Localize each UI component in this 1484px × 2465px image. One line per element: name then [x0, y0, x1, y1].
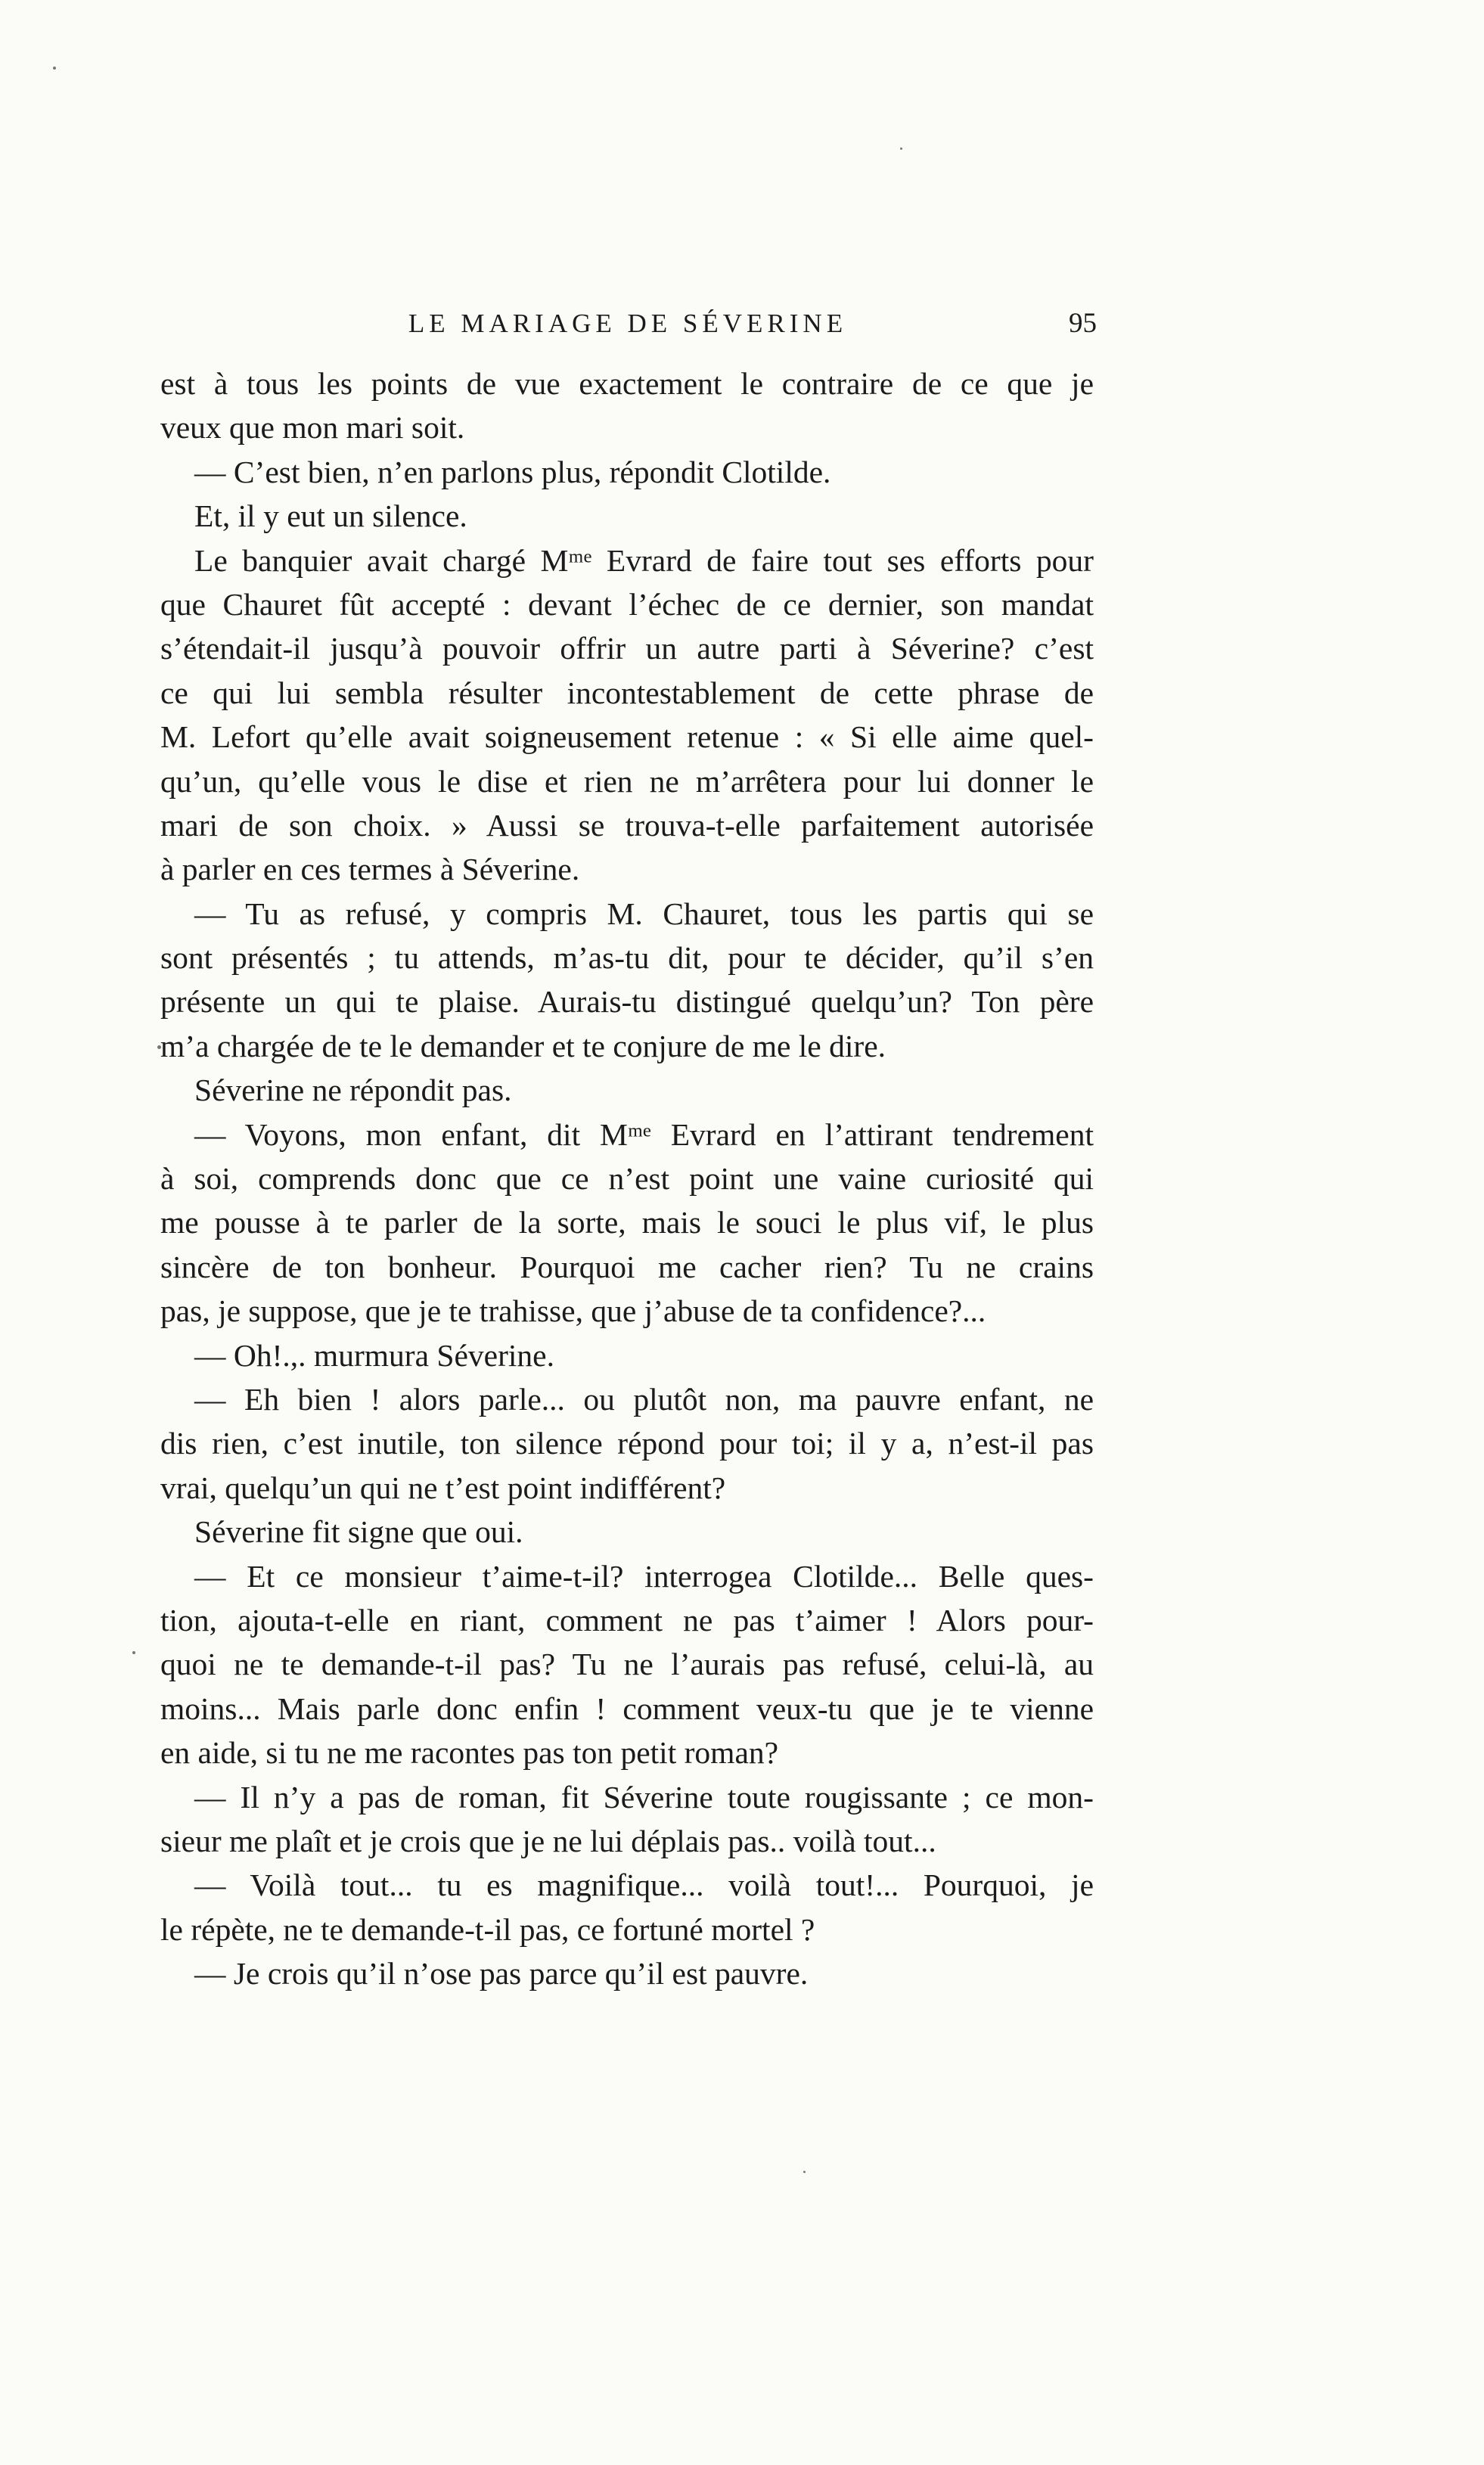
text-line: sincère de ton bonheur. Pourquoi me cacher rien? Tu ne crains — [160, 1249, 1094, 1284]
text-line: quoi ne te demande-t-il pas? Tu ne l’aurais pas refusé, celui-là, au — [160, 1647, 1094, 1682]
page-number: 95 — [1069, 308, 1097, 339]
text-line: pas, je suppose, que je te trahisse, que j’abuse de ta confidence?... — [160, 1293, 986, 1329]
text-line: vrai, quelqu’un qui ne t’est point indifférent? — [160, 1470, 726, 1505]
text-line: me pousse à te parler de la sorte, mais le souci le plus vif, le plus — [160, 1205, 1094, 1240]
text-line: M. Lefort qu’elle avait soigneusement retenue : « Si elle aime quel- — [160, 719, 1094, 755]
text-line: m’a chargée de te le demander et te conjure de me le dire. — [160, 1028, 886, 1063]
text-line: — Oh!.,. murmura Séverine. — [194, 1337, 554, 1373]
text-line: Le banquier avait chargé Mᵐᵉ Evrard de faire tout ses efforts pour — [194, 542, 1094, 578]
text-line: mari de son choix. » Aussi se trouva-t-elle parfaitement autorisée — [160, 807, 1094, 843]
text-line: Et, il y eut un silence. — [194, 498, 467, 534]
text-line: présente un qui te plaise. Aurais-tu distingué quelqu’un? Ton père — [160, 984, 1094, 1020]
text-line: — Tu as refusé, y compris M. Chauret, tous les partis qui se — [194, 896, 1094, 931]
text-line: qu’un, qu’elle vous le dise et rien ne m’arrêtera pour lui donner le — [160, 763, 1094, 799]
text-line: — Et ce monsieur t’aime-t-il? interrogea Clotilde... Belle ques- — [194, 1558, 1094, 1594]
body-text — [160, 362, 1094, 1995]
text-line: veux que mon mari soit. — [160, 410, 465, 446]
text-line: — Voilà tout... tu es magnifique... voilà tout!... Pourquoi, je — [194, 1867, 1094, 1903]
text-line: — Voyons, mon enfant, dit Mᵐᵉ Evrard en l’attirant tendrement — [194, 1116, 1094, 1152]
text-line: ce qui lui sembla résulter incontestablement de cette phrase de — [160, 675, 1094, 710]
text-line: dis rien, c’est inutile, ton silence répond pour toi; il y a, n’est-il pas — [160, 1426, 1094, 1461]
text-line: le répète, ne te demande-t-il pas, ce fortuné mortel ? — [160, 1911, 815, 1947]
text-line: moins... Mais parle donc enfin ! comment veux-tu que je te vienne — [160, 1690, 1094, 1726]
text-line: tion, ajouta-t-elle en riant, comment ne pas t’aimer ! Alors pour- — [160, 1602, 1094, 1638]
text-line: sont présentés ; tu attends, m’as-tu dit, pour te décider, qu’il s’en — [160, 940, 1094, 976]
text-line: à parler en ces termes à Séverine. — [160, 852, 580, 887]
text-line: — Eh bien ! alors parle... ou plutôt non, ma pauvre enfant, ne — [194, 1381, 1094, 1417]
text-line: — Je crois qu’il n’ose pas parce qu’il est pauvre. — [194, 1956, 809, 1992]
text-line: à soi, comprends donc que ce n’est point une vaine curiosité qui — [160, 1161, 1094, 1197]
text-line: — C’est bien, n’en parlons plus, répondit Clotilde. — [194, 454, 831, 489]
text-line: s’étendait-il jusqu’à pouvoir offrir un autre parti à Séverine? c’est — [160, 631, 1094, 666]
paper-speck — [803, 2171, 806, 2173]
text-line: — Il n’y a pas de roman, fit Séverine toute rougissante ; ce mon- — [194, 1779, 1094, 1815]
text-line: Séverine ne répondit pas. — [194, 1073, 512, 1108]
paper-speck — [53, 67, 56, 70]
text-line: que Chauret fût accepté : devant l’échec de ce dernier, son mandat — [160, 586, 1094, 622]
running-title: LE MARIAGE DE SÉVERINE — [408, 309, 848, 338]
paper-speck — [900, 147, 902, 150]
text-line: en aide, si tu ne me racontes pas ton petit roman? — [160, 1735, 779, 1771]
text-line: est à tous les points de vue exactement le contraire de ce que je — [160, 366, 1094, 401]
paper-speck — [132, 1651, 135, 1654]
text-line: Séverine fit signe que oui. — [194, 1514, 523, 1550]
text-line: sieur me plaît et je crois que je ne lui déplais pas.. voilà tout... — [160, 1823, 936, 1858]
running-header — [159, 301, 1097, 346]
